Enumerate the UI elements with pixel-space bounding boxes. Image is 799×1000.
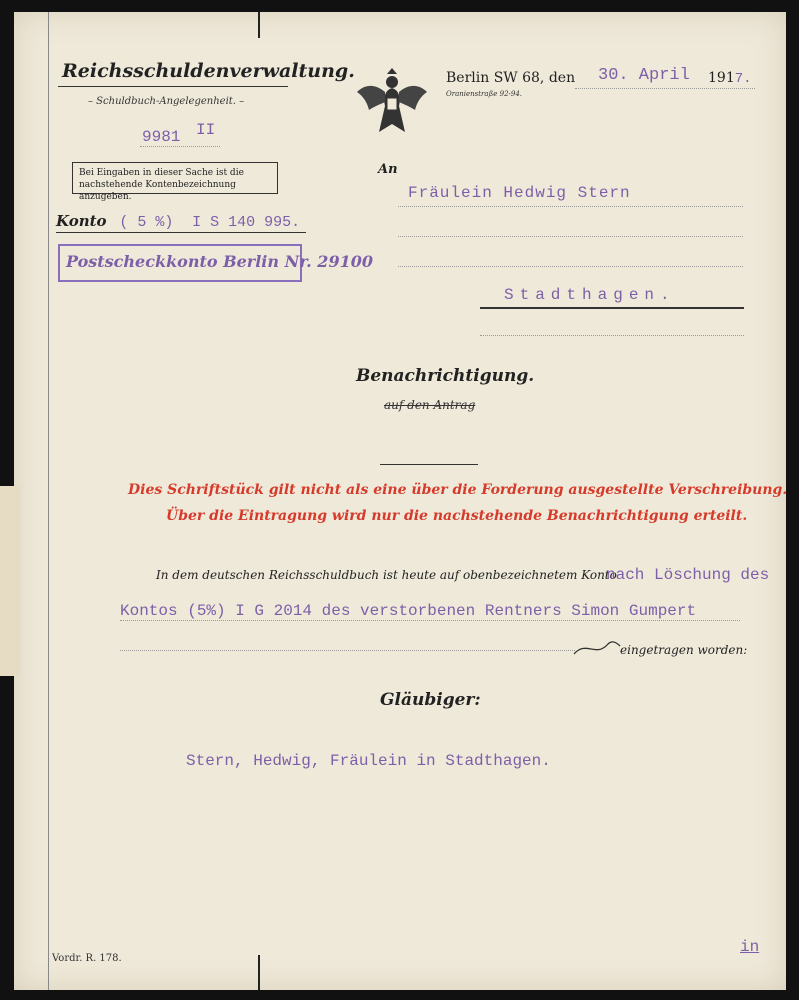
konto-rule bbox=[56, 232, 306, 233]
address-line-4 bbox=[480, 335, 744, 336]
notice-text: Bei Eingaben in dieser Sache ist die nachstehende Kontenbezeichnung anzugeben. bbox=[79, 168, 244, 202]
creditor-value: Stern, Hedwig, Fräulein in Stadthagen. bbox=[186, 752, 551, 770]
city-label: Berlin SW 68, den bbox=[446, 70, 576, 86]
header-rule bbox=[58, 86, 288, 87]
town-underline bbox=[480, 307, 744, 309]
fold-mark bbox=[258, 955, 260, 990]
margin-rule bbox=[48, 12, 49, 990]
flourish-icon bbox=[572, 636, 622, 660]
address-line-2 bbox=[398, 236, 743, 237]
red-notice-2: Über die Eintragung wird nur die nachstehende Benachrichtigung erteilt. bbox=[166, 508, 748, 524]
address-line-3 bbox=[398, 266, 743, 267]
entry-intro: In dem deutschen Reichsschuldbuch ist heute auf obenbezeichnetem Konto bbox=[156, 568, 617, 582]
notification-title: Benachrichtigung. bbox=[356, 366, 535, 386]
entry-line-1 bbox=[120, 620, 740, 621]
recipient-town: Stadthagen. bbox=[504, 286, 676, 304]
file-number-line bbox=[140, 146, 220, 147]
form-number: Vordr. R. 178. bbox=[52, 953, 122, 964]
address-line-1 bbox=[398, 206, 743, 207]
year-printed: 191 bbox=[708, 70, 735, 86]
paper-tab bbox=[0, 486, 20, 676]
recipient-name: Fräulein Hedwig Stern bbox=[408, 184, 631, 202]
entry-typed-1: nach Löschung des bbox=[606, 566, 770, 584]
entry-typed-2: Kontos (5%) I G 2014 des verstorbenen Rentners Simon Gumpert bbox=[120, 602, 697, 620]
notice-box bbox=[72, 162, 278, 202]
creditor-label: Gläubiger: bbox=[380, 690, 481, 710]
konto-rate: ( 5 %) bbox=[119, 214, 174, 231]
year-typed: 7. bbox=[734, 71, 752, 87]
red-notice-1: Dies Schriftstück gilt nicht als eine über die Forderung ausgestellte Verschreibung. bbox=[128, 482, 788, 498]
imperial-eagle-icon bbox=[355, 62, 429, 142]
stamp-text: Postscheckkonto Berlin Nr. 29100 bbox=[66, 252, 373, 271]
an-label: An bbox=[378, 162, 398, 177]
postscheck-stamp bbox=[58, 244, 373, 282]
file-number: 9981 bbox=[142, 128, 181, 146]
date-line bbox=[575, 88, 755, 89]
entry-line-2 bbox=[120, 650, 575, 651]
struck-request: auf den Antrag bbox=[384, 398, 476, 412]
file-suffix: II bbox=[196, 121, 216, 139]
konto-row bbox=[56, 212, 300, 231]
header-subtitle: – Schuldbuch-Angelegenheit. – bbox=[88, 96, 245, 107]
authority-title: Reichsschuldenverwaltung. bbox=[62, 60, 355, 82]
eingetragen-label: eingetragen worden: bbox=[620, 643, 748, 657]
fold-mark bbox=[258, 12, 260, 38]
konto-number: I S 140 995. bbox=[192, 214, 301, 231]
konto-label: Konto bbox=[56, 212, 107, 230]
year-prefix bbox=[708, 70, 752, 87]
divider bbox=[380, 464, 478, 465]
date-value: 30. April bbox=[598, 66, 690, 85]
street-label: Oranienstraße 92-94. bbox=[446, 90, 523, 98]
document-page bbox=[14, 12, 786, 990]
initials: in bbox=[740, 938, 760, 956]
